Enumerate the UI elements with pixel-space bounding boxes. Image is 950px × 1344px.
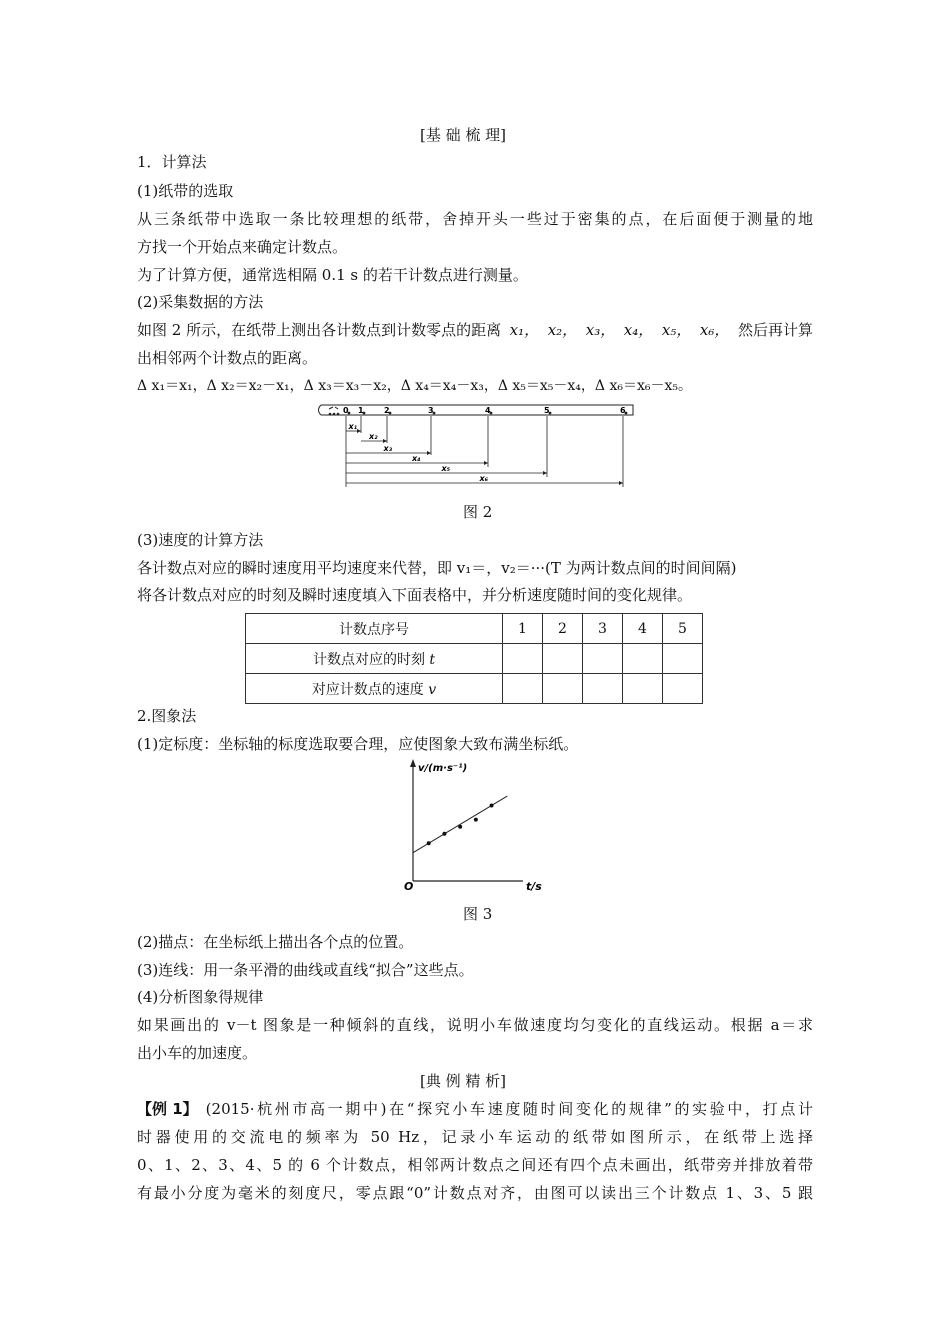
data-point [474,818,478,822]
dot [333,413,336,416]
origin-label: O [404,880,414,893]
distance-label: x₁ [348,422,358,431]
row-label-var: t [429,651,436,668]
tape-count-points [343,406,627,415]
count-point-label: 6 [620,406,626,415]
figure-3-vt-graph [398,755,558,895]
y-axis-arrow [410,759,416,767]
distance-label: x₃ [383,444,393,453]
paragraph-line: 0、1、2、3、4、5 的 6 个计数点，相邻两计数点之间还有四个点未画出，纸带旁并排放着带 [137,1156,813,1174]
paragraph-line: (3)连线：用一条平滑的曲线或直线“拟合”这些点。 [137,961,474,979]
row-label-var: v [428,681,437,698]
distance-x2: x₂， [547,321,578,339]
table-col-4: 4 [623,614,663,644]
table-cell [583,674,623,704]
distance-x4: x₄， [623,321,654,339]
dot [337,413,340,416]
example-label: 【例 1】 [137,1100,198,1118]
arrow-head [484,461,488,465]
section-title-calculation: 1．计算法 [137,153,207,171]
row-label-text: 计数点对应的时刻 [312,651,425,668]
data-point [458,825,462,829]
paragraph-text: 然后再计算 [737,321,813,339]
formula-line: Δ x₁＝x₁，Δ x₂＝x₂－x₁，Δ x₃＝x₃－x₂，Δ x₄＝x₄－x₃，Δ x₅＝x₅－x₄，Δ x₆＝x₆－x₅。 [137,378,692,394]
paragraph-line: 将各计数点对应的时刻及瞬时速度填入下面表格中，并分析速度随时间的变化规律。 [137,586,693,604]
table-col-1: 1 [503,614,543,644]
data-table [245,613,703,704]
table-cell [623,674,663,704]
paragraph-text: 如图 2 所示，在纸带上测出各计数点到计数零点的距离 [137,321,502,339]
data-point [490,803,494,807]
data-point [427,841,431,845]
paragraph-line: 时器使用的交流电的频率为 50 Hz，记录小车运动的纸带如图所示，在纸带上选择 [137,1128,813,1146]
table-col-3: 3 [583,614,623,644]
distance-x1: x₁， [509,321,540,339]
arrow-head [543,471,547,475]
arrow-head [357,429,361,433]
count-point-label: 5 [544,406,550,415]
tape-distance-marks [346,416,623,487]
distance-label: x₄ [412,454,421,463]
table-cell [583,644,623,674]
arrow-head [427,451,431,455]
table-col-5: 5 [663,614,703,644]
count-point-label: 2 [384,406,390,415]
table-cell [503,674,543,704]
arrow-head [619,481,623,485]
section-heading-examples: [典 例 精 析] [420,1072,507,1090]
table-row-label [246,674,503,704]
subtitle-tape-selection: (1)纸带的选取 [137,182,234,200]
table-row [246,644,703,674]
figure-3-caption: 图 3 [463,905,493,923]
section-heading-basics: [基 础 梳 理] [420,126,507,144]
section-title-graph: 2.图象法 [137,707,197,725]
count-point-label: 3 [428,406,434,415]
count-point-label: 4 [485,406,491,415]
paragraph-line [137,1099,813,1119]
dot [329,413,332,416]
table-cell [543,644,583,674]
table-header-cell: 计数点序号 [246,614,503,644]
paragraph-line: 从三条纸带中选取一条比较理想的纸带，舍掉开头一些过于密集的点，在后面便于测量的地 [137,210,813,228]
paragraph-line: 方找一个开始点来确定计数点。 [137,238,348,256]
paragraph-line: 为了计算方便，通常选相隔 0.1 s 的若干计数点进行测量。 [137,266,528,284]
count-point-label: 1 [358,406,364,415]
paragraph-line: 各计数点对应的瞬时速度用平均速度来代替，即 v₁＝，v₂＝···(T 为两计数点间的时间间隔) [137,559,737,577]
y-axis-label: v/(m·s⁻¹) [418,763,468,774]
distance-label: x₅ [441,464,451,473]
distance-x5: x₅， [661,321,692,339]
distance-label: x₂ [369,432,378,441]
paragraph-text: (2015·杭州市高一期中)在“探究小车速度随时间变化的规律”的实验中，打点计 [205,1100,813,1118]
paragraph-line: (1)定标度：坐标轴的标度选取要合理，应使图象大致布满坐标纸。 [137,735,579,753]
count-point-label: 0 [343,406,349,415]
table-row [246,674,703,704]
table-cell [623,644,663,674]
subtitle-data-collection: (2)采集数据的方法 [137,293,264,311]
paragraph-line: 出相邻两个计数点的距离。 [137,349,318,367]
distance-label: x₆ [479,474,489,483]
table-cell [503,644,543,674]
table-row [246,614,703,644]
table-col-2: 2 [543,614,583,644]
table-cell [663,674,703,704]
paragraph-line [137,320,813,340]
distance-x3: x₃， [585,321,616,339]
row-label-text: 对应计数点的速度 [311,681,424,698]
figure-2-tape-diagram [315,403,635,491]
data-point [442,832,446,836]
table-cell [543,674,583,704]
arrow-head [383,439,387,443]
subtitle-velocity-calc: (3)速度的计算方法 [137,531,264,549]
paragraph-line: (4)分析图象得规律 [137,988,264,1006]
paragraph-line: 出小车的加速度。 [137,1044,258,1062]
distance-x6: x₆， [699,321,730,339]
paragraph-line: 如果画出的 v－t 图象是一种倾斜的直线，说明小车做速度均匀变化的直线运动。根据 a＝求 [137,1016,813,1034]
figure-2-caption: 图 2 [463,503,493,521]
table-row-label [246,644,503,674]
table-cell [663,644,703,674]
paragraph-line: 有最小分度为毫米的刻度尺，零点跟“0”计数点对齐，由图可以读出三个计数点 1、3、5 跟 [137,1184,813,1202]
x-axis-label: t/s [526,880,542,893]
paragraph-line: (2)描点：在坐标纸上描出各个点的位置。 [137,933,414,951]
